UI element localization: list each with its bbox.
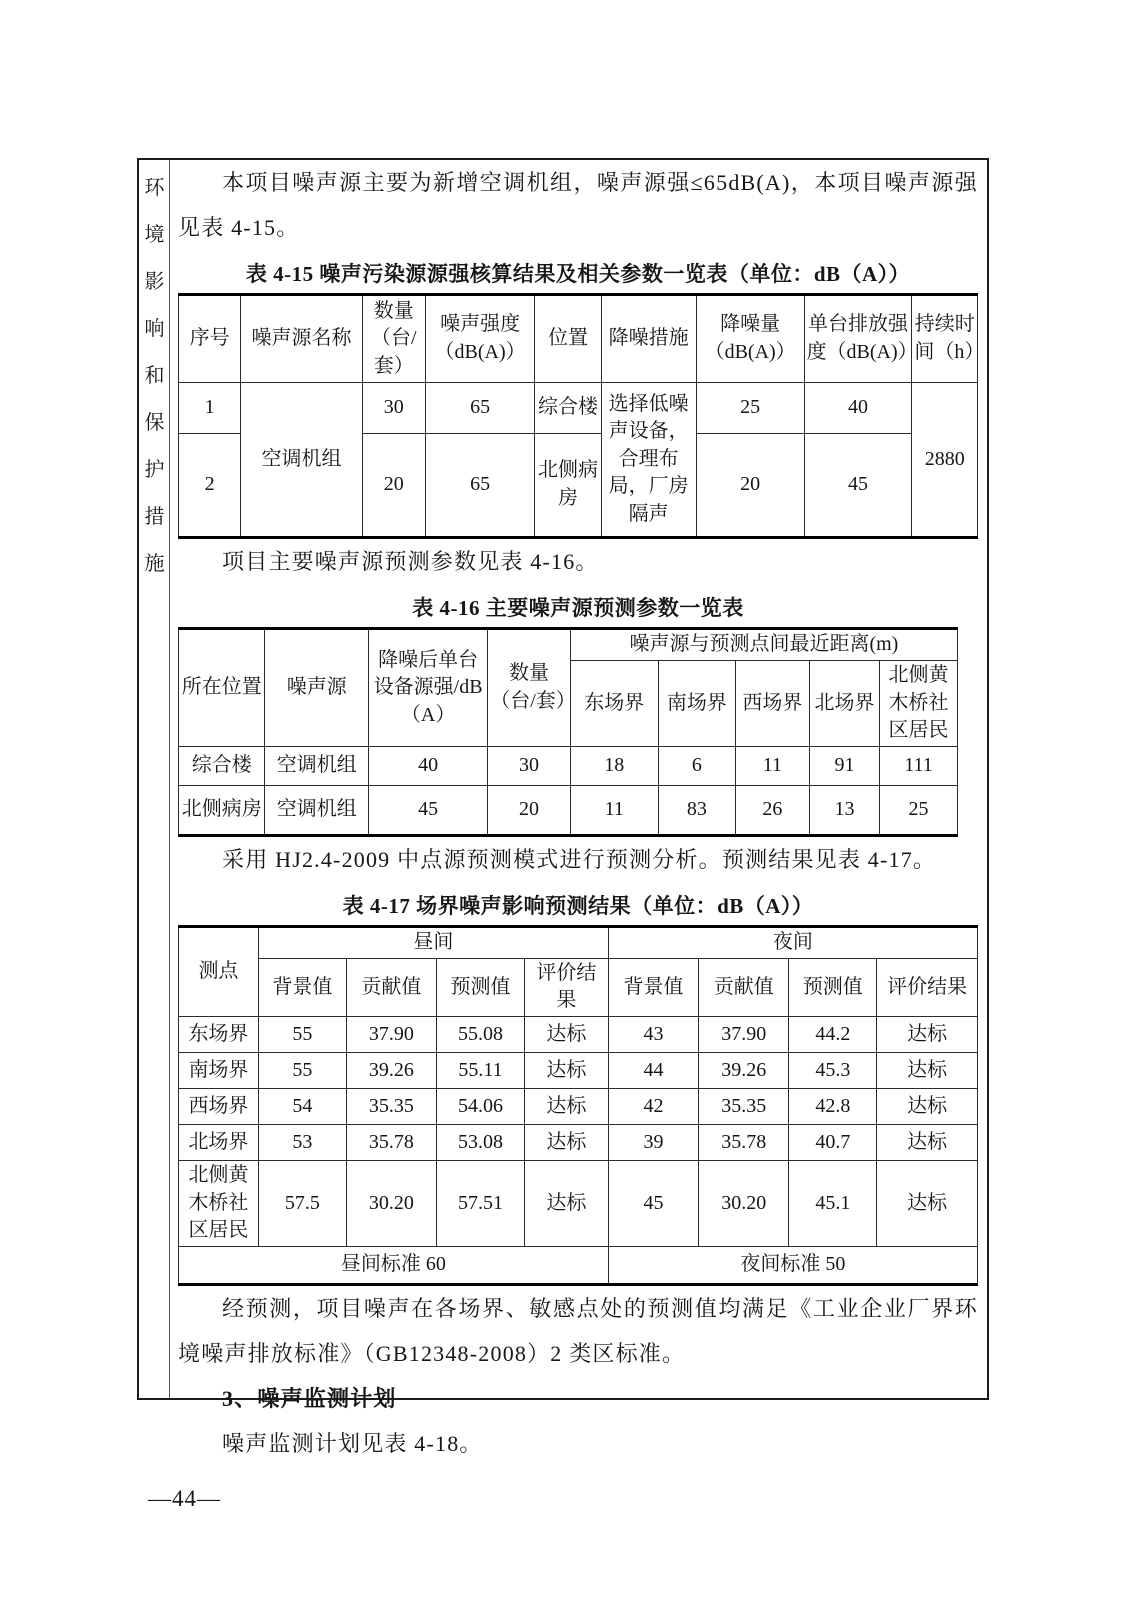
data-cell: 91 — [809, 746, 879, 785]
data-cell: 45 — [369, 785, 488, 835]
data-cell: 57.51 — [437, 1160, 525, 1246]
data-cell: 达标 — [877, 1088, 978, 1124]
header-cell-day-span: 昼间 — [258, 926, 608, 958]
header-cell: 降噪后单台设备源强/dB（A） — [369, 629, 488, 747]
data-cell: 达标 — [877, 1160, 978, 1246]
data-cell: 11 — [735, 746, 809, 785]
table-row — [179, 1016, 978, 1052]
header-cell: 北场界 — [809, 661, 879, 747]
data-cell-measure: 选择低噪声设备，合理布局，厂房隔声 — [601, 383, 696, 538]
header-cell: 测点 — [179, 926, 259, 1016]
data-cell: 65 — [425, 383, 534, 434]
data-cell-duration: 2880 — [912, 383, 978, 538]
data-cell: 南场界 — [179, 1052, 259, 1088]
header-cell: 评价结果 — [524, 958, 608, 1016]
data-cell: 43 — [608, 1016, 698, 1052]
header-cell: 东场界 — [570, 661, 658, 747]
data-cell: 达标 — [524, 1124, 608, 1160]
data-cell: 1 — [179, 383, 241, 434]
data-cell: 42 — [608, 1088, 698, 1124]
data-cell: 35.35 — [699, 1088, 789, 1124]
header-cell: 降噪量（dB(A)） — [696, 295, 804, 383]
data-cell: 18 — [570, 746, 658, 785]
data-cell: 39 — [608, 1124, 698, 1160]
data-cell: 40 — [369, 746, 488, 785]
header-cell: 预测值 — [789, 958, 877, 1016]
data-cell: 45 — [608, 1160, 698, 1246]
header-cell-distance-span: 噪声源与预测点间最近距离(m) — [570, 629, 957, 661]
header-cell: 降噪措施 — [601, 295, 696, 383]
table-4-16 — [178, 627, 958, 837]
data-cell: 达标 — [524, 1016, 608, 1052]
header-cell: 位置 — [535, 295, 601, 383]
sidebar-vertical-label: 环境影响和保护措施 — [139, 160, 170, 1398]
paragraph-see-table-17: 采用 HJ2.4-2009 中点源预测模式进行预测分析。预测结果见表 4-17。 — [222, 846, 937, 872]
header-cell: 贡献值 — [699, 958, 789, 1016]
data-cell: 达标 — [877, 1052, 978, 1088]
footer-cell-night-standard: 夜间标准 50 — [608, 1246, 977, 1284]
table-subheader-row — [179, 958, 978, 1016]
heading-noise-monitoring-plan: 3、噪声监测计划 — [222, 1385, 397, 1411]
data-cell: 综合楼 — [535, 383, 601, 434]
data-cell: 35.78 — [346, 1124, 436, 1160]
header-cell: 北侧黄木桥社区居民 — [880, 661, 958, 747]
table-row — [179, 1088, 978, 1124]
document-frame — [137, 158, 989, 1456]
data-cell: 达标 — [524, 1052, 608, 1088]
table-header-row — [179, 295, 978, 383]
data-cell: 45.1 — [789, 1160, 877, 1246]
data-cell: 57.5 — [258, 1160, 346, 1246]
header-cell: 序号 — [179, 295, 241, 383]
header-cell: 背景值 — [608, 958, 698, 1016]
data-cell: 65 — [425, 434, 534, 538]
header-cell: 噪声源名称 — [241, 295, 362, 383]
data-cell: 6 — [658, 746, 735, 785]
data-cell: 11 — [570, 785, 658, 835]
paragraph-monitoring: 噪声监测计划见表 4-18。 — [222, 1430, 483, 1456]
data-cell: 达标 — [877, 1016, 978, 1052]
data-cell: 达标 — [524, 1160, 608, 1246]
data-cell: 37.90 — [699, 1016, 789, 1052]
footer-cell-day-standard: 昼间标准 60 — [179, 1246, 609, 1284]
data-cell: 达标 — [524, 1088, 608, 1124]
data-cell: 40.7 — [789, 1124, 877, 1160]
data-cell: 20 — [362, 434, 425, 538]
header-cell: 西场界 — [735, 661, 809, 747]
data-cell: 54.06 — [437, 1088, 525, 1124]
data-cell: 2 — [179, 434, 241, 538]
table-4-15-title: 表 4-15 噪声污染源源强核算结果及相关参数一览表（单位：dB（A）） — [245, 262, 911, 286]
header-cell: 数量（台/套） — [362, 295, 425, 383]
header-cell: 背景值 — [258, 958, 346, 1016]
table-header-row — [179, 926, 978, 958]
header-cell: 数量（台/套） — [488, 629, 571, 747]
data-cell: 25 — [696, 383, 804, 434]
data-cell: 44.2 — [789, 1016, 877, 1052]
table-row — [179, 1052, 978, 1088]
data-cell: 111 — [880, 746, 958, 785]
data-cell: 42.8 — [789, 1088, 877, 1124]
table-row — [179, 1160, 978, 1246]
data-cell: 53 — [258, 1124, 346, 1160]
table-row — [179, 785, 958, 835]
data-cell: 西场界 — [179, 1088, 259, 1124]
data-cell: 30.20 — [346, 1160, 436, 1246]
header-cell: 南场界 — [658, 661, 735, 747]
table-row — [179, 383, 978, 434]
data-cell: 26 — [735, 785, 809, 835]
page-number: —44— — [148, 1486, 221, 1511]
data-cell: 55.11 — [437, 1052, 525, 1088]
data-cell: 45.3 — [789, 1052, 877, 1088]
data-cell: 30.20 — [699, 1160, 789, 1246]
data-cell: 40 — [804, 383, 912, 434]
data-cell: 20 — [488, 785, 571, 835]
paragraph-intro: 本项目噪声源主要为新增空调机组，噪声源强≤65dB(A)，本项目噪声源强见表 4-15。 — [178, 170, 978, 240]
paragraph-see-table-16: 项目主要噪声源预测参数见表 4-16。 — [222, 549, 599, 574]
header-cell: 噪声强度（dB(A)） — [425, 295, 534, 383]
data-cell: 39.26 — [346, 1052, 436, 1088]
data-cell: 北场界 — [179, 1124, 259, 1160]
header-cell: 贡献值 — [346, 958, 436, 1016]
document-body — [170, 160, 987, 1456]
data-cell: 55.08 — [437, 1016, 525, 1052]
data-cell: 55 — [258, 1052, 346, 1088]
data-cell: 30 — [362, 383, 425, 434]
header-cell: 噪声源 — [265, 629, 369, 747]
header-cell: 评价结果 — [877, 958, 978, 1016]
data-cell: 55 — [258, 1016, 346, 1052]
data-cell: 54 — [258, 1088, 346, 1124]
data-cell: 空调机组 — [265, 746, 369, 785]
data-cell: 北侧黄木桥社区居民 — [179, 1160, 259, 1246]
data-cell: 30 — [488, 746, 571, 785]
header-cell: 单台排放强度（dB(A)） — [804, 295, 912, 383]
table-row — [179, 1124, 978, 1160]
data-cell: 44 — [608, 1052, 698, 1088]
data-cell: 39.26 — [699, 1052, 789, 1088]
data-cell: 13 — [809, 785, 879, 835]
table-header-row — [179, 629, 958, 661]
data-cell: 35.78 — [699, 1124, 789, 1160]
data-cell: 83 — [658, 785, 735, 835]
data-cell: 北侧病房 — [179, 785, 265, 835]
data-cell: 东场界 — [179, 1016, 259, 1052]
paragraph-conclusion: 经预测，项目噪声在各场界、敏感点处的预测值均满足《工业企业厂界环境噪声排放标准》（GB12348-2008）2 类区标准。 — [178, 1295, 978, 1366]
data-cell: 35.35 — [346, 1088, 436, 1124]
data-cell-source-name: 空调机组 — [241, 383, 362, 538]
data-cell: 37.90 — [346, 1016, 436, 1052]
table-4-17 — [178, 925, 978, 1286]
data-cell: 53.08 — [437, 1124, 525, 1160]
table-4-17-title: 表 4-17 场界噪声影响预测结果（单位：dB（A）） — [342, 893, 814, 918]
table-4-15 — [178, 293, 985, 539]
table-4-16-title: 表 4-16 主要噪声源预测参数一览表 — [412, 596, 744, 620]
table-footer-row — [179, 1246, 978, 1284]
header-cell-night-span: 夜间 — [608, 926, 977, 958]
data-cell: 20 — [696, 434, 804, 538]
data-cell: 北侧病房 — [535, 434, 601, 538]
header-cell: 持续时间（h） — [912, 295, 978, 383]
data-cell: 综合楼 — [179, 746, 265, 785]
data-cell: 45 — [804, 434, 912, 538]
header-cell: 预测值 — [437, 958, 525, 1016]
data-cell: 空调机组 — [265, 785, 369, 835]
data-cell: 达标 — [877, 1124, 978, 1160]
table-row — [179, 746, 958, 785]
header-cell: 所在位置 — [179, 629, 265, 747]
data-cell: 25 — [880, 785, 958, 835]
